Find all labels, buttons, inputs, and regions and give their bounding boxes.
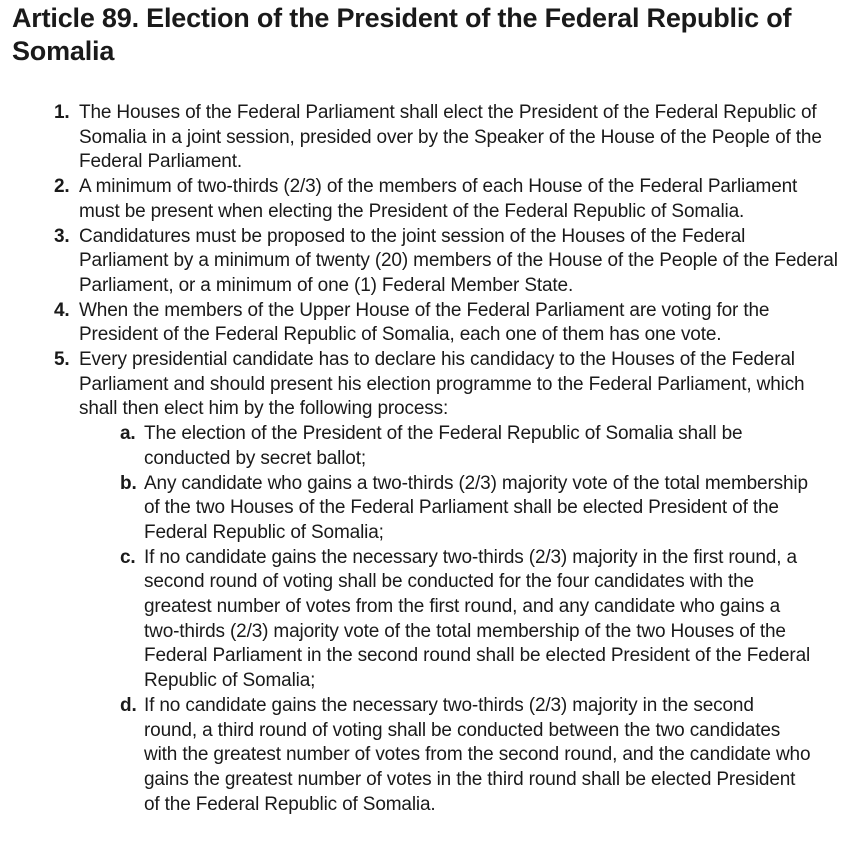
subclause-letter: a. bbox=[120, 423, 136, 445]
clause-number: 4. bbox=[54, 299, 70, 321]
subclause-letter: d. bbox=[120, 694, 137, 716]
clause-text: A minimum of two-thirds (2/3) of the members of each House of the Federal Parliament must be present when electing the President of the Federal Republic of Somalia. bbox=[79, 176, 798, 222]
clause-text: The Houses of the Federal Parliament shall elect the President of the Federal Republic of Somalia in a joint session, presided over by the Speaker of the House of the People of the Federal Parliament. bbox=[79, 102, 822, 173]
clause-1 bbox=[0, 101, 867, 175]
clause-number: 1. bbox=[54, 102, 70, 123]
clause-text: Candidatures must be proposed to the joint session of the Houses of the Federal Parliament by a minimum of twenty (20) members of the House of the People of the Federal Parliament, or a minimum of one (1) Federal Member State. bbox=[79, 225, 838, 296]
subclause-d bbox=[0, 694, 839, 818]
clause-number: 2. bbox=[54, 176, 70, 198]
clause-5 bbox=[0, 348, 867, 817]
subclause-text: The election of the President of the Federal Republic of Somalia shall be conducted by secret ballot; bbox=[144, 423, 743, 469]
subclause-text: If no candidate gains the necessary two-thirds (2/3) majority in the second round, a third round of voting shall be conducted between the two candidates with the greatest number of votes from the second round, and the candidate who gains the greatest number of votes in the third round shall be elected President of the Federal Republic of Somalia. bbox=[144, 694, 811, 815]
clause-4 bbox=[0, 299, 867, 348]
subclause-list bbox=[0, 422, 839, 817]
subclause-letter: c. bbox=[120, 546, 136, 568]
clause-number: 3. bbox=[54, 225, 70, 247]
clause-number: 5. bbox=[54, 349, 70, 371]
article-title: Article 89. Election of the President of the Federal Republic of Somalia bbox=[12, 3, 792, 66]
subclause-b bbox=[0, 472, 839, 546]
subclause-c bbox=[0, 546, 839, 694]
clause-3 bbox=[0, 225, 867, 299]
clause-2 bbox=[0, 175, 867, 224]
clause-list bbox=[0, 101, 867, 817]
clause-text: When the members of the Upper House of the Federal Parliament are voting for the President of the Federal Republic of Somalia, each one of them has one vote. bbox=[79, 299, 770, 346]
subclause-text: Any candidate who gains a two-thirds (2/3) majority vote of the total membership of the two Houses of the Federal Parliament shall be elected President of the Federal Republic of Somalia; bbox=[144, 472, 808, 543]
clause-text: Every presidential candidate has to declare his candidacy to the Houses of the Federal Parliament and should present his election programme to the Federal Parliament, which shall then elect him by the following process: bbox=[79, 349, 805, 420]
subclause-letter: b. bbox=[120, 472, 137, 494]
subclause-a bbox=[0, 422, 839, 471]
subclause-text: If no candidate gains the necessary two-thirds (2/3) majority in the first round, a second round of voting shall be conducted for the four candidates with the greatest number of votes from the first round, and any candidate who gains a two-thirds (2/3) majority vote of the total membership of the two Houses of the Federal Parliament in the second round shall be elected President of the Federal Republic of Somalia; bbox=[144, 546, 811, 692]
